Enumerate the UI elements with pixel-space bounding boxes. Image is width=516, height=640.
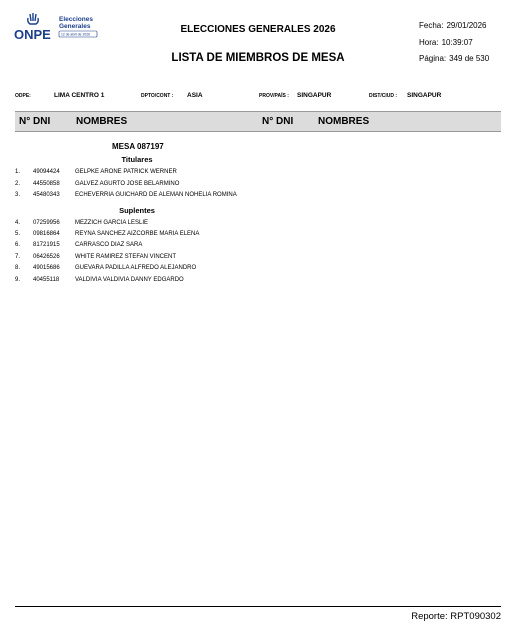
suplentes-heading: Suplentes (119, 206, 155, 215)
member-row (15, 252, 315, 263)
election-title: ELECCIONES GENERALES 2026 (180, 24, 336, 35)
member-name: WHITE RAMIREZ STEFAN VINCENT (75, 254, 177, 260)
dist-label: DIST/CIUD : (369, 93, 398, 99)
hora-label: Hora: (419, 38, 439, 47)
member-row (15, 190, 315, 201)
member-number: 3. (15, 192, 21, 198)
member-name: REYNA SANCHEZ AIZCORBE MARIA ELENA (75, 231, 200, 237)
odpe-label: ODPE: (15, 93, 31, 99)
member-dni: 45480343 (33, 192, 60, 198)
odpe-value: LIMA CENTRO 1 (54, 92, 105, 99)
member-name: GALVEZ AGURTO JOSE BELARMINO (75, 181, 180, 187)
member-name: MEZZICH GARCIA LESLIE (75, 220, 149, 226)
member-dni: 44550858 (33, 181, 60, 187)
right-no-dni-header: N° DNI (262, 116, 294, 127)
hora-row (419, 38, 473, 47)
hora-value: 10:39:07 (441, 38, 473, 47)
member-row (15, 218, 315, 229)
fecha-row (419, 21, 487, 30)
right-nombres-header: NOMBRES (318, 116, 370, 127)
member-row (15, 263, 315, 274)
member-number: 9. (15, 277, 21, 283)
member-number: 6. (15, 242, 21, 248)
member-row (15, 275, 315, 286)
member-dni: 81721915 (33, 242, 60, 248)
footer-divider (15, 606, 501, 607)
member-dni: 07259956 (33, 220, 60, 226)
member-name: ECHEVERRIA GUICHARD DE ALEMAN NOHELIA ROMINA (75, 192, 237, 198)
member-dni: 40455118 (33, 277, 60, 283)
pagina-label: Página: (419, 54, 447, 63)
document-title: LISTA DE MIEMBROS DE MESA (171, 52, 345, 64)
fecha-value: 29/01/2026 (446, 21, 487, 30)
member-dni: 09816864 (33, 231, 60, 237)
fecha-label: Fecha: (419, 21, 444, 30)
dpto-value: ASIA (187, 92, 203, 99)
member-number: 7. (15, 254, 21, 260)
member-name: GUEVARA PADILLA ALFREDO ALEJANDRO (75, 265, 197, 271)
member-number: 5. (15, 231, 21, 237)
member-name: GELPKE ARONE PATRICK WERNER (75, 169, 177, 175)
member-number: 2. (15, 181, 21, 187)
report-code: Reporte: RPT090302 (411, 611, 501, 622)
member-name: VALDIVIA VALDIVIA DANNY EDGARDO (75, 277, 184, 283)
member-dni: 06426526 (33, 254, 60, 260)
mesa-title: MESA 087197 (112, 142, 164, 151)
member-row (15, 167, 315, 178)
pagina-row (419, 54, 489, 63)
member-dni: 49015686 (33, 265, 60, 271)
prov-label: PROV/PAÍS : (259, 93, 289, 99)
member-number: 8. (15, 265, 21, 271)
pagina-value: 349 de 530 (449, 54, 490, 63)
logo-date-badge: 12 de abril de 2026 (61, 32, 91, 37)
member-number: 4. (15, 220, 21, 226)
prov-value: SINGAPUR (297, 92, 332, 99)
left-nombres-header: NOMBRES (76, 116, 128, 127)
logo-line2: Generales (59, 23, 91, 30)
member-row (15, 179, 315, 190)
dist-value: SINGAPUR (407, 92, 442, 99)
left-no-dni-header: N° DNI (19, 116, 51, 127)
logo-line1: Elecciones (59, 16, 93, 23)
logo-brand: ONPE (14, 27, 51, 42)
member-row (15, 240, 315, 251)
titulares-heading: Titulares (121, 155, 153, 164)
column-header-band (15, 111, 501, 132)
dpto-label: DPTO/CONT : (141, 93, 174, 99)
member-number: 1. (15, 169, 21, 175)
member-name: CARRASCO DIAZ SARA (75, 242, 143, 248)
member-dni: 49094424 (33, 169, 60, 175)
member-row (15, 229, 315, 240)
